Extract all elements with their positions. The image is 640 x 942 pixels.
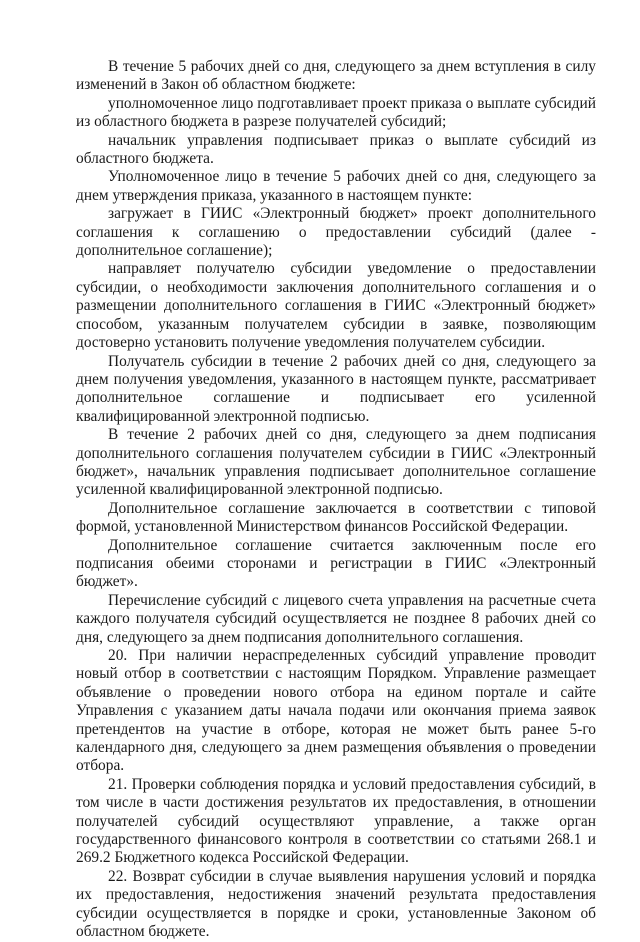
- paragraph: Перечисление субсидий с лицевого счета управления на расчетные счета каждого получателя субсидий осуществляется не позднее 8 рабочих дней со дня, следующего за днем подписания дополнительного соглашения.: [76, 591, 596, 646]
- paragraph-section-22: 22. Возврат субсидии в случае выявления нарушения условий и порядка их предоставления, недостижения значений результата предоставления субсидии осуществляется в порядке и сроки, установленные Законом об областном бюджете.: [76, 867, 596, 941]
- paragraph-section-21: 21. Проверки соблюдения порядка и условий предоставления субсидий, в том числе в части достижения результатов их предоставления, в отношении получателей субсидий осуществляют управление, а также орган государственного финансового контроля в соответствии со статьями 268.1 и 269.2 Бюджетного кодекса Российской Федерации.: [76, 775, 596, 867]
- paragraph: Дополнительное соглашение считается заключенным после его подписания обеими сторонами и регистрации в ГИИС «Электронный бюджет».: [76, 536, 596, 591]
- paragraph: загружает в ГИИС «Электронный бюджет» проект дополнительного соглашения к соглашению о предоставлении субсидий (далее - дополнительное соглашение);: [76, 205, 596, 260]
- paragraph: В течение 2 рабочих дней со дня, следующего за днем подписания дополнительного соглашения получателем субсидии в ГИИС «Электронный бюджет», начальник управления подписывает дополнительное соглашение усиленной квалифицированной электронной подписью.: [76, 426, 596, 499]
- paragraph-section-20: 20. При наличии нераспределенных субсидий управление проводит новый отбор в соответствии с настоящим Порядком. Управление размещает объявление о проведении нового отбора на едином портале и сайте Управления с указанием даты начала подачи или окончания приема заявок претендентов на участие в отборе, которая не может быть ранее 5-го календарного дня, следующего за днем размещения объявления о проведении отбора.: [76, 647, 596, 775]
- paragraph: уполномоченное лицо подготавливает проект приказа о выплате субсидий из областного бюджета в разрезе получателей субсидий;: [76, 94, 596, 131]
- document-page: [76, 58, 596, 942]
- paragraph: начальник управления подписывает приказ о выплате субсидий из областного бюджета.: [76, 131, 596, 168]
- paragraph: Дополнительное соглашение заключается в соответствии с типовой формой, установленной Министерством финансов Российской Федерации.: [76, 499, 596, 536]
- paragraph: Получатель субсидии в течение 2 рабочих дней со дня, следующего за днем получения уведомления, указанного в настоящем пункте, рассматривает дополнительное соглашение и подписывает его усиленной квалифицированной электронной подписью.: [76, 352, 596, 425]
- paragraph: В течение 5 рабочих дней со дня, следующего за днем вступления в силу изменений в Закон об областном бюджете:: [76, 58, 596, 94]
- paragraph: направляет получателю субсидии уведомление о предоставлении субсидии, о необходимости заключения дополнительного соглашения и о размещении дополнительного соглашения в ГИИС «Электронный бюджет» способом, указанным получателем субсидии в заявке, позволяющим достоверно установить получение уведомления получателем субсидии.: [76, 260, 596, 352]
- paragraph: Уполномоченное лицо в течение 5 рабочих дней со дня, следующего за днем утверждения приказа, указанного в настоящем пункте:: [76, 168, 596, 204]
